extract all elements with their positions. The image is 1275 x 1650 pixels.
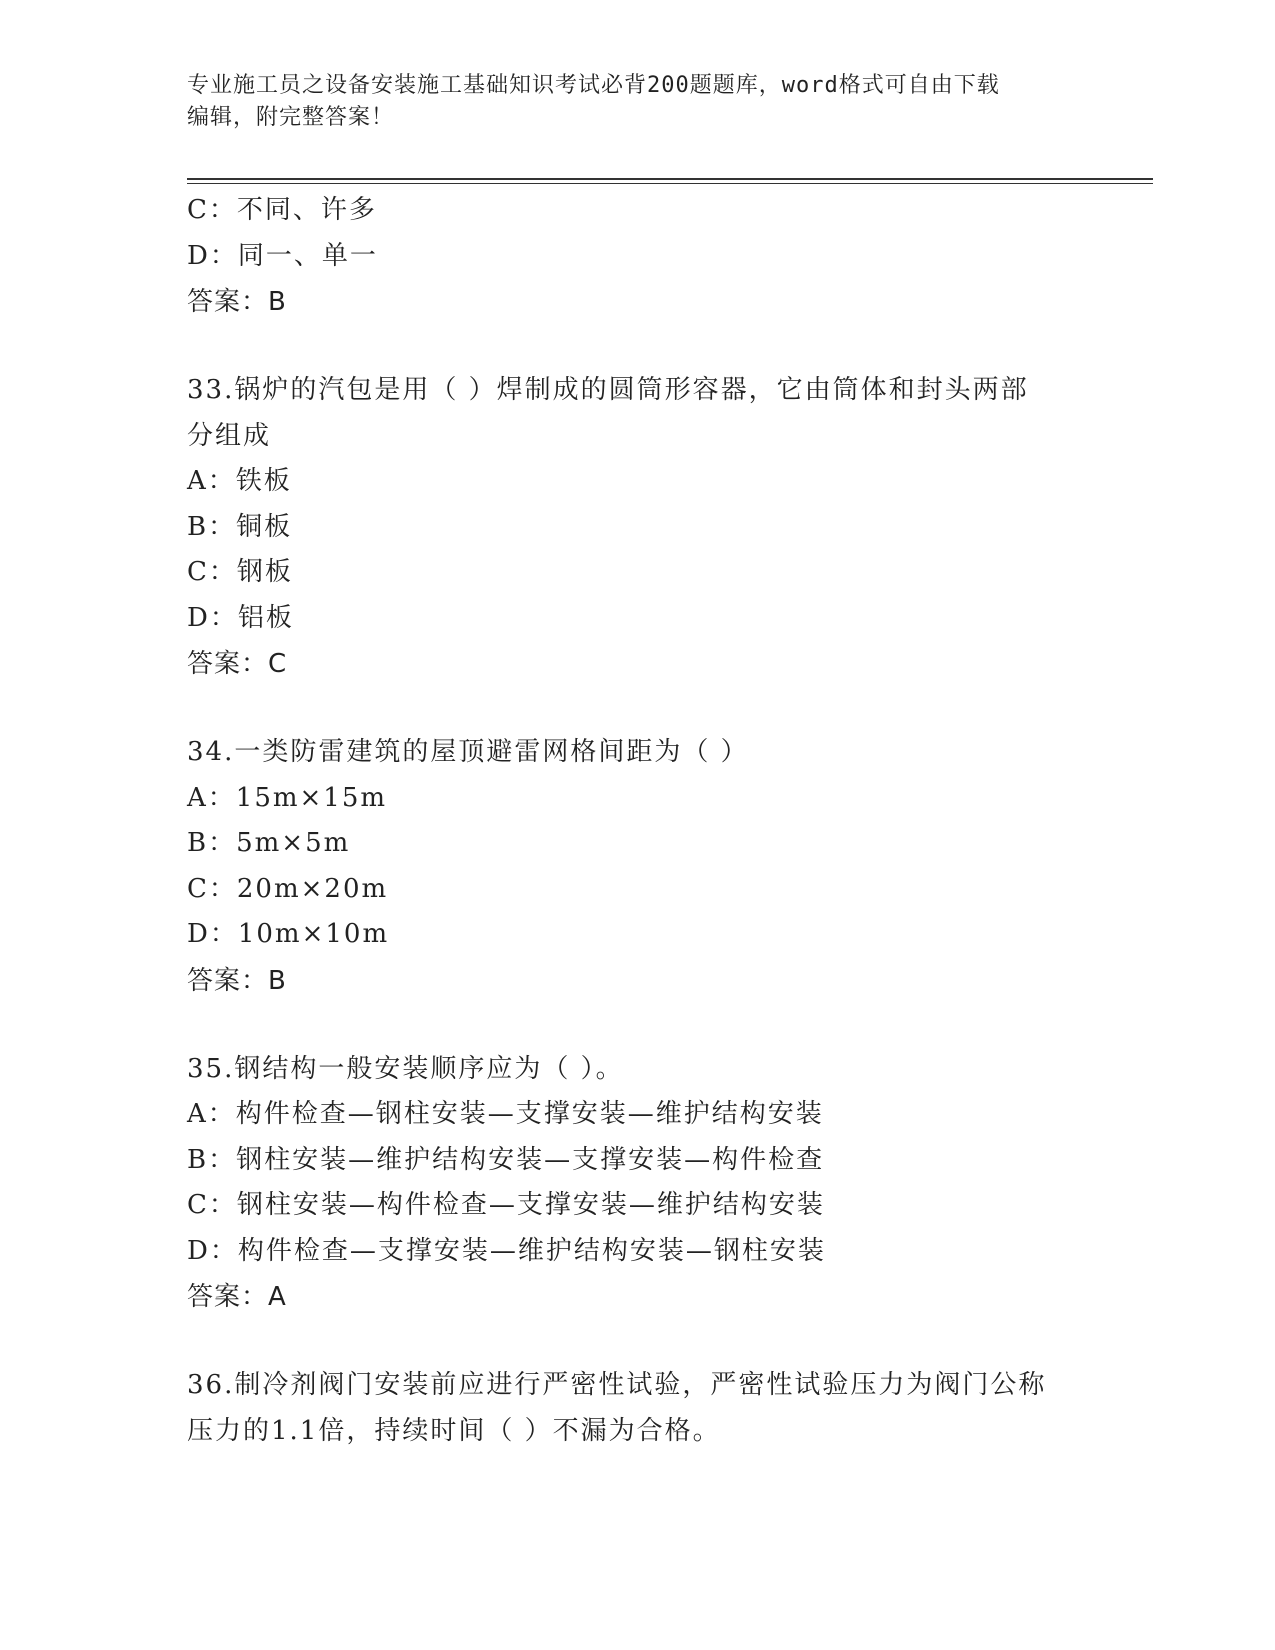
answer-line: 答案：C [187, 649, 288, 679]
option-b: B：5m×5m [187, 828, 351, 858]
answer-line: 答案：A [187, 1282, 287, 1312]
header-divider-thin [187, 183, 1153, 184]
question-text-continued: 压力的1.1倍，持续时间（ ）不漏为合格。 [187, 1415, 721, 1446]
option-c: C：不同、许多 [187, 195, 377, 225]
question-text: 36.制冷剂阀门安装前应进行严密性试验，严密性试验压力为阀门公称 [187, 1370, 1047, 1400]
option-c: C：钢板 [187, 557, 293, 587]
header-title-line2: 编辑，附完整答案！ [187, 105, 395, 130]
spacer [187, 325, 1087, 368]
spacer [187, 1004, 1087, 1047]
option-b: B：铜板 [187, 511, 293, 542]
question-block-prev [187, 188, 1087, 325]
spacer [187, 687, 1087, 730]
question-text-continued: 分组成 [187, 420, 272, 451]
question-text: 34.一类防雷建筑的屋顶避雷网格间距为（ ） [187, 737, 749, 767]
option-d: D：铝板 [187, 602, 294, 633]
option-a: A：铁板 [187, 466, 292, 496]
spacer [187, 1320, 1087, 1363]
option-d: D：10m×10m [187, 919, 390, 949]
header-divider-thick [187, 178, 1153, 180]
option-c: C：钢柱安装—构件检查—支撑安装—维护结构安装 [187, 1190, 825, 1220]
answer-line: 答案：B [187, 287, 287, 317]
option-b: B：钢柱安装—维护结构安装—支撑安装—构件检查 [187, 1144, 825, 1175]
question-text: 33.锅炉的汽包是用（ ）焊制成的圆筒形容器，它由筒体和封头两部 [187, 375, 1029, 405]
question-block-35 [187, 1047, 1087, 1321]
question-block-33 [187, 368, 1087, 687]
document-header [187, 70, 1087, 134]
question-list [187, 188, 1087, 1454]
answer-line: 答案：B [187, 965, 287, 996]
option-a: A：构件检查—钢柱安装—支撑安装—维护结构安装 [187, 1099, 824, 1129]
option-a: A：15m×15m [187, 782, 388, 813]
option-d: D：同一、单一 [187, 240, 378, 271]
question-block-36 [187, 1363, 1087, 1454]
option-c: C：20m×20m [187, 873, 389, 904]
question-text: 35.钢结构一般安装顺序应为（ ）。 [187, 1053, 624, 1084]
question-block-34 [187, 730, 1087, 1004]
header-title-line1: 专业施工员之设备安装施工基础知识考试必背200题题库，word格式可自由下载 [187, 73, 1000, 98]
option-d: D：构件检查—支撑安装—维护结构安装—钢柱安装 [187, 1235, 826, 1266]
